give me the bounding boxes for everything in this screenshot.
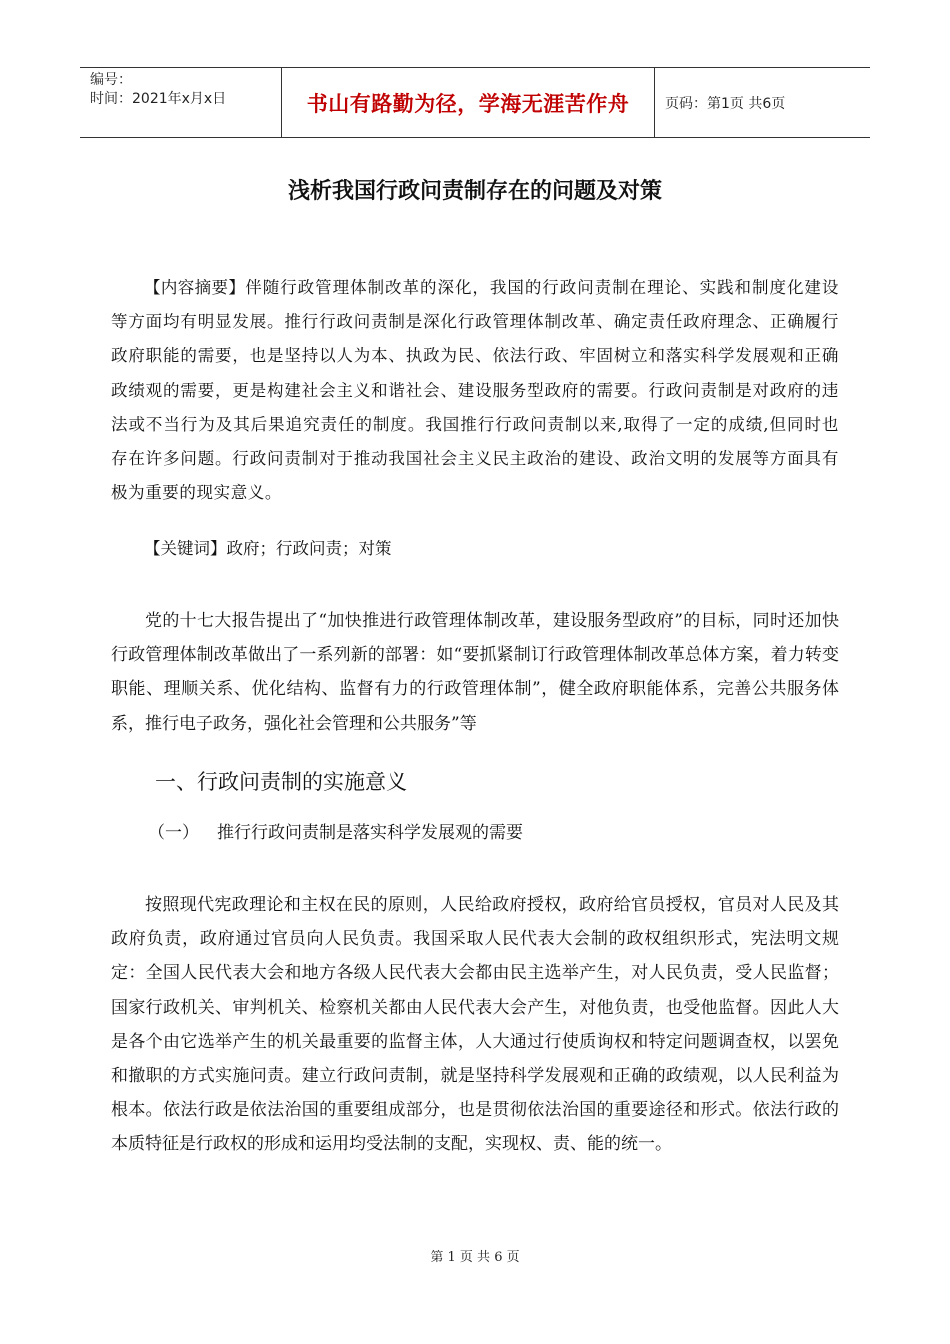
subsection-title: 推行行政问责制是落实科学发展观的需要 — [217, 823, 523, 843]
page-footer: 第 1 页 共 6 页 — [430, 1250, 520, 1265]
header-motto-cell — [281, 68, 655, 137]
abstract-label: 【内容摘要】 — [144, 278, 246, 297]
section-heading: 一、行政问责制的实施意义 — [155, 770, 407, 794]
body-paragraph: 按照现代宪政理论和主权在民的原则，人民给政府授权，政府给官员授权，官员对人民及其政府负责，政府通过官员向人民负责。我国采取人民代表大会制的政权组织形式，宪法明文规定：全国人民代表大会和地方各级人民代表大会都由民主选举产生，对人民负责，受人民监督；国家行政机关、审判机关、检察机关都由人民代表大会产生，对他负责，也受他监督。因此人大是各个由它选举产生的机关最重要的监督主体，人大通过行使质询权和特定问题调查权，以罢免和撤职的方式实施问责。建立行政问责制，就是坚持科学发展观和正确的政绩观，以人民利益为根本。依法行政是依法治国的重要组成部分，也是贯彻依法治国的重要途径和形式。依法行政的本质特征是行政权的形成和运用均受法制的支配，实现权、责、能的统一。 — [111, 895, 839, 1155]
intro-paragraph: 党的十七大报告提出了“加快推进行政管理体制改革，建设服务型政府”的目标，同时还加快行政管理体制改革做出了一系列新的部署：如“要抓紧制订行政管理体制改革总体方案，着力转变职能、理顺关系、优化结构、监督有力的行政管理体制”，健全政府职能体系，完善公共服务体系，推行电子政务，强化社会管理和公共服务”等 — [111, 611, 839, 734]
time-label: 时间：2021年x月x日 — [90, 91, 227, 107]
serial-label: 编号： — [90, 72, 132, 88]
abstract-paragraph — [111, 271, 839, 510]
document-title: 浅析我国行政问责制存在的问题及对策 — [287, 179, 662, 204]
document-header — [80, 67, 870, 138]
keywords-label: 【关键词】 — [144, 539, 227, 558]
subsection-heading — [148, 818, 523, 843]
keywords-paragraph — [111, 532, 839, 566]
header-meta — [80, 68, 281, 137]
page-info-text: 页码：第1页 共6页 — [665, 95, 786, 112]
abstract-text: 伴随行政管理体制改革的深化，我国的行政问责制在理论、实践和制度化建设等方面均有明显发展。推行行政问责制是深化行政管理体制改革、确定责任政府理念、正确履行政府职能的需要，也是坚持以人为本、执政为民、依法行政、牢固树立和落实科学发展观和正确政绩观的需要，更是构建社会主义和谐社会、建设服务型政府的需要。行政问责制是对政府的违法或不当行为及其后果追究责任的制度。我国推行行政问责制以来,取得了一定的成绩,但同时也存在许多问题。行政问责制对于推动我国社会主义民主政治的建设、政治文明的发展等方面具有极为重要的现实意义。 — [111, 278, 839, 503]
header-page-info — [655, 68, 870, 137]
subsection-number: （一） — [148, 823, 199, 843]
keywords-text: 政府；行政问责；对策 — [226, 539, 392, 558]
motto-text: 书山有路勤为径，学海无涯苦作舟 — [306, 91, 630, 116]
